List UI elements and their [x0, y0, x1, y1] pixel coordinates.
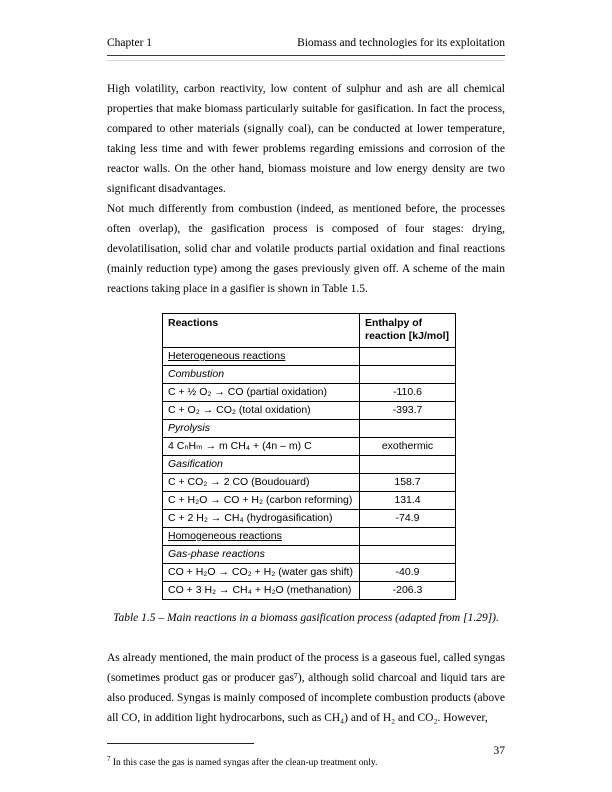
- footnote: [107, 753, 505, 770]
- enthalpy-cell: -393.7: [360, 402, 456, 420]
- reaction-cell: Gasification: [163, 456, 360, 474]
- table-row: [163, 402, 456, 420]
- enthalpy-cell: 131.4: [360, 492, 456, 510]
- reaction-cell: Combustion: [163, 366, 360, 384]
- enthalpy-cell: [360, 456, 456, 474]
- reactions-table: [162, 313, 456, 600]
- paragraph-2: Not much differently from combustion (indeed, as mentioned before, the processes often overlap), the gasification process is composed of four stages: drying, devolatilisation, solid char and volatile products partial oxidation and final reactions (mainly reduction type) among the gases previously given off. A scheme of the main reactions taking place in a gasifier is shown in Table 1.5.: [107, 203, 505, 295]
- table-block: [162, 313, 505, 600]
- reaction-cell: C + O₂ → CO₂ (total oxidation): [163, 402, 360, 420]
- footnote-marker: 7: [107, 755, 111, 763]
- table-row: [163, 528, 456, 546]
- table-row: [163, 546, 456, 564]
- table-caption: Table 1.5 – Main reactions in a biomass gasification process (adapted from [1.29]).: [113, 612, 499, 624]
- table-row: [163, 474, 456, 492]
- reaction-cell: CO + 3 H₂ → CH₄ + H₂O (methanation): [163, 582, 360, 600]
- running-title: Biomass and technologies for its exploitation: [297, 37, 505, 49]
- enthalpy-cell: [360, 546, 456, 564]
- table-row: [163, 456, 456, 474]
- table-row: [163, 366, 456, 384]
- reaction-cell: C + 2 H₂ → CH₄ (hydrogasification): [163, 510, 360, 528]
- enthalpy-cell: [360, 528, 456, 546]
- table-header-row: [163, 314, 456, 348]
- reaction-cell: Gas-phase reactions: [163, 546, 360, 564]
- paragraph-1: High volatility, carbon reactivity, low content of sulphur and ash are all chemical properties that make biomass particularly suitable for gasification. In fact the process, compared to other materials (signally coal), can be conducted at lower temperature, taking less time and with fewer problems regarding emissions and corrosion of the reactor walls. On the other hand, biomass moisture and low energy density are two significant disadvantages.: [107, 83, 505, 195]
- enthalpy-cell: exothermic: [360, 438, 456, 456]
- table-row: [163, 438, 456, 456]
- table-row: [163, 510, 456, 528]
- table-row: [163, 492, 456, 510]
- enthalpy-cell: [360, 366, 456, 384]
- header-rule-secondary: [107, 60, 505, 61]
- reaction-cell: C + H₂O → CO + H₂ (carbon reforming): [163, 492, 360, 510]
- reaction-cell: Pyrolysis: [163, 420, 360, 438]
- enthalpy-cell: [360, 348, 456, 366]
- table-row: [163, 582, 456, 600]
- footnote-rule: [107, 743, 254, 744]
- reaction-cell: Heterogeneous reactions: [163, 348, 360, 366]
- paragraph-3: As already mentioned, the main product of the process is a gaseous fuel, called syngas (sometimes product gas or producer gas⁷), although solid charcoal and liquid tars are also produced. Syngas is mainly composed of incomplete combustion products (above all CO, in addition light hydrocarbons, such as CH₄) and of H₂ and CO₂. However,: [107, 652, 505, 724]
- table-row: [163, 420, 456, 438]
- reaction-cell: C + CO₂ → 2 CO (Boudouard): [163, 474, 360, 492]
- page-content: [107, 79, 505, 770]
- enthalpy-cell: -206.3: [360, 582, 456, 600]
- table-row: [163, 384, 456, 402]
- footnote-block: [107, 743, 505, 770]
- enthalpy-cell: [360, 420, 456, 438]
- reaction-cell: C + ½ O₂ → CO (partial oxidation): [163, 384, 360, 402]
- enthalpy-column-header: Enthalpy of reaction [kJ/mol]: [360, 314, 456, 348]
- chapter-label: Chapter 1: [107, 37, 153, 49]
- page-number: 37: [493, 745, 505, 757]
- table-row: [163, 564, 456, 582]
- reactions-column-header: Reactions: [163, 314, 360, 348]
- footnote-text: In this case the gas is named syngas after the clean-up treatment only.: [112, 758, 378, 769]
- reaction-cell: 4 CₙHₘ → m CH₄ + (4n – m) C: [163, 438, 360, 456]
- enthalpy-cell: -74.9: [360, 510, 456, 528]
- enthalpy-cell: -40.9: [360, 564, 456, 582]
- reaction-cell: CO + H₂O → CO₂ + H₂ (water gas shift): [163, 564, 360, 582]
- enthalpy-cell: 158.7: [360, 474, 456, 492]
- enthalpy-cell: -110.6: [360, 384, 456, 402]
- reaction-cell: Homogeneous reactions: [163, 528, 360, 546]
- table-row: [163, 348, 456, 366]
- page-header: [107, 37, 505, 56]
